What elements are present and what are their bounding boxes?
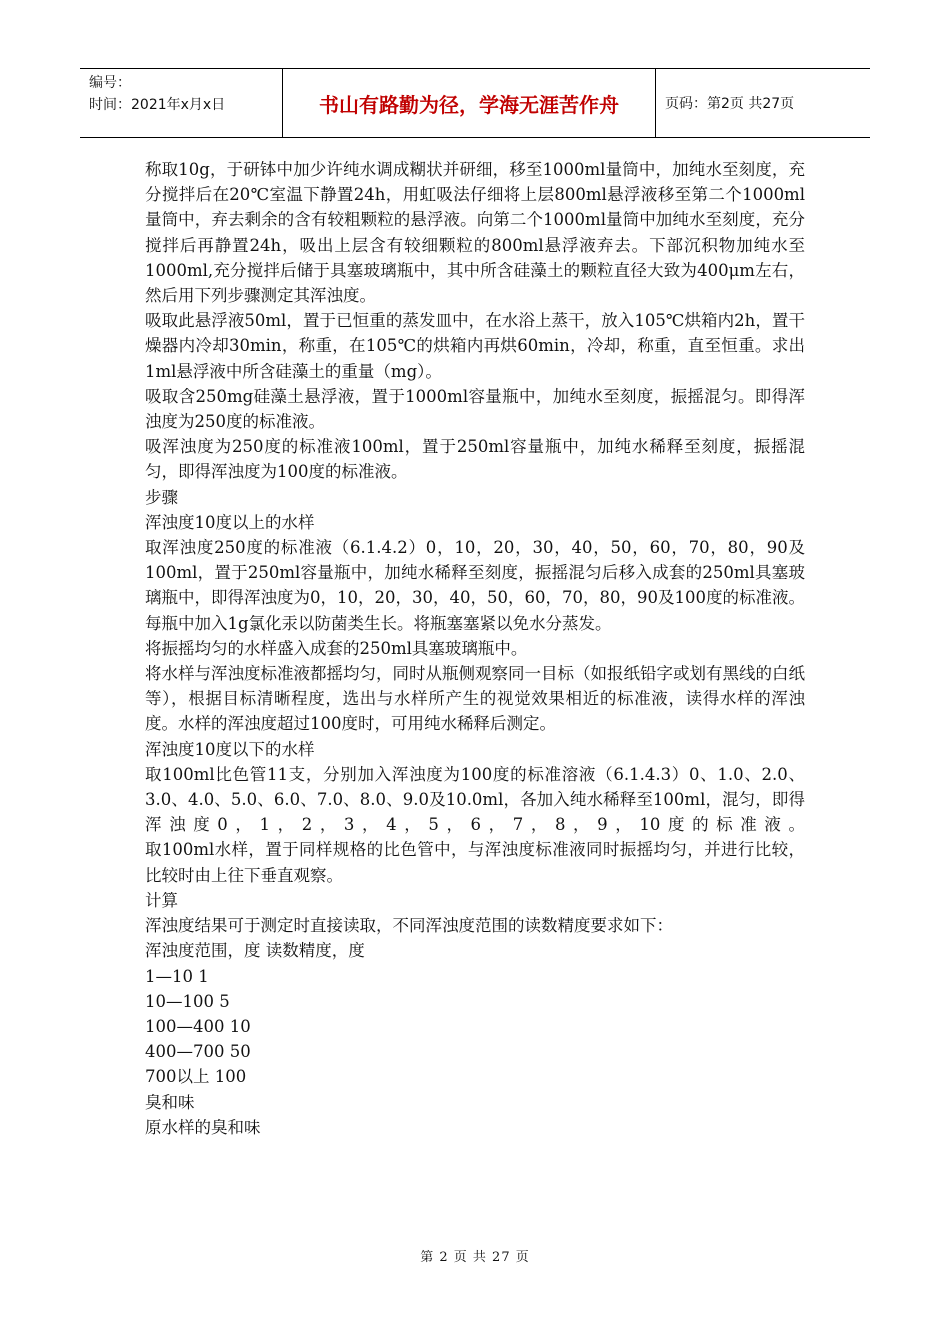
table-row: 10—100 5 xyxy=(145,991,230,1011)
paragraph: 吸取含250mg硅藻土悬浮液，置于1000ml容量瓶中，加纯水至刻度，振摇混匀。即得浑浊度为250度的标准液。 xyxy=(145,386,805,432)
document-header xyxy=(80,68,870,138)
paragraph: 吸取此悬浮液50ml，置于已恒重的蒸发皿中，在水浴上蒸干，放入105℃烘箱内2h，置干燥器内冷却30min，称重，在105℃的烘箱内再烘60min，冷却，称重，直至恒重。求出1ml悬浮液中所含硅藻土的重量（mg）。 xyxy=(145,311,805,381)
paragraph: 取100ml水样，置于同样规格的比色管中，与浑浊度标准液同时振摇均匀，并进行比较，比较时由上往下垂直观察。 xyxy=(145,840,805,885)
document-body xyxy=(145,157,805,1140)
paragraph: 将振摇均匀的水样盛入成套的250ml具塞玻璃瓶中。 xyxy=(145,638,528,658)
header-page-label: 页码：第2页 共27页 xyxy=(665,96,795,112)
page-footer: 第 2 页 共 27 页 xyxy=(420,1250,530,1265)
subsection-heading: 原水样的臭和味 xyxy=(145,1117,261,1137)
section-heading: 臭和味 xyxy=(145,1092,195,1112)
subsection-heading: 浑浊度10度以上的水样 xyxy=(145,512,315,532)
table-row: 1—10 1 xyxy=(145,966,209,986)
table-row: 700以上 100 xyxy=(145,1067,247,1087)
paragraph: 将水样与浑浊度标准液都摇均匀，同时从瓶侧观察同一目标（如报纸铅字或划有黑线的白纸等），根据目标清晰程度，选出与水样所产生的视觉效果相近的标准液，读得水样的浑浊度。水样的浑浊度超过100度时，可用纯水稀释后测定。 xyxy=(145,664,805,734)
header-time-label: 时间：2021年x月x日 xyxy=(89,97,226,113)
header-meta xyxy=(80,69,283,137)
paragraph: 称取10g，于研钵中加少许纯水调成糊状并研细，移至1000ml量筒中，加纯水至刻度，充分搅拌后在20℃室温下静置24h，用虹吸法仔细将上层800ml悬浮液移至第二个1000ml量筒中，弃去剩余的含有较粗颗粒的悬浮液。向第二个1000ml量筒中加纯水至刻度，充分搅拌后再静置24h，吸出上层含有较细颗粒的800ml悬浮液弃去。下部沉积物加纯水至1000ml,充分搅拌后储于具塞玻璃瓶中，其中所含硅藻土的颗粒直径大致为400μm左右，然后用下列步骤测定其浑浊度。 xyxy=(145,160,805,306)
paragraph: 浑浊度结果可于测定时直接读取，不同浑浊度范围的读数精度要求如下： xyxy=(145,916,673,936)
table-row: 100—400 10 xyxy=(145,1016,251,1036)
subsection-heading: 浑浊度10度以下的水样 xyxy=(145,739,315,759)
table-row: 400—700 50 xyxy=(145,1042,251,1062)
header-number-label: 编号： xyxy=(89,75,131,91)
header-motto: 书山有路勤为径，学海无涯苦作舟 xyxy=(283,69,656,137)
table-header-line: 浑浊度范围，度 读数精度，度 xyxy=(145,941,365,961)
section-heading: 计算 xyxy=(145,890,178,910)
section-heading: 步骤 xyxy=(145,487,178,507)
paragraph: 取浑浊度250度的标准液（6.1.4.2）0，10，20，30，40，50，60，70，80，90及100ml，置于250ml容量瓶中，加纯水稀释至刻度，振摇混匀后移入成套的250ml具塞玻璃瓶中，即得浑浊度为0，10，20，30，40，50，60，70，80，90及100度的标准液。每瓶中加入1g氯化汞以防菌类生长。将瓶塞塞紧以免水分蒸发。 xyxy=(145,538,805,633)
paragraph: 取100ml比色管11支，分别加入浑浊度为100度的标准溶液（6.1.4.3）0、1.0、2.0、3.0、4.0、5.0、6.0、7.0、8.0、9.0及10.0ml，各加入纯水稀释至100ml，混匀，即得浑浊度0，1，2，3，4，5，6，7，8，9，10度的标准液。 xyxy=(145,764,805,835)
paragraph: 吸浑浊度为250度的标准液100ml，置于250ml容量瓶中，加纯水稀释至刻度，振摇混匀，即得浑浊度为100度的标准液。 xyxy=(145,437,805,482)
